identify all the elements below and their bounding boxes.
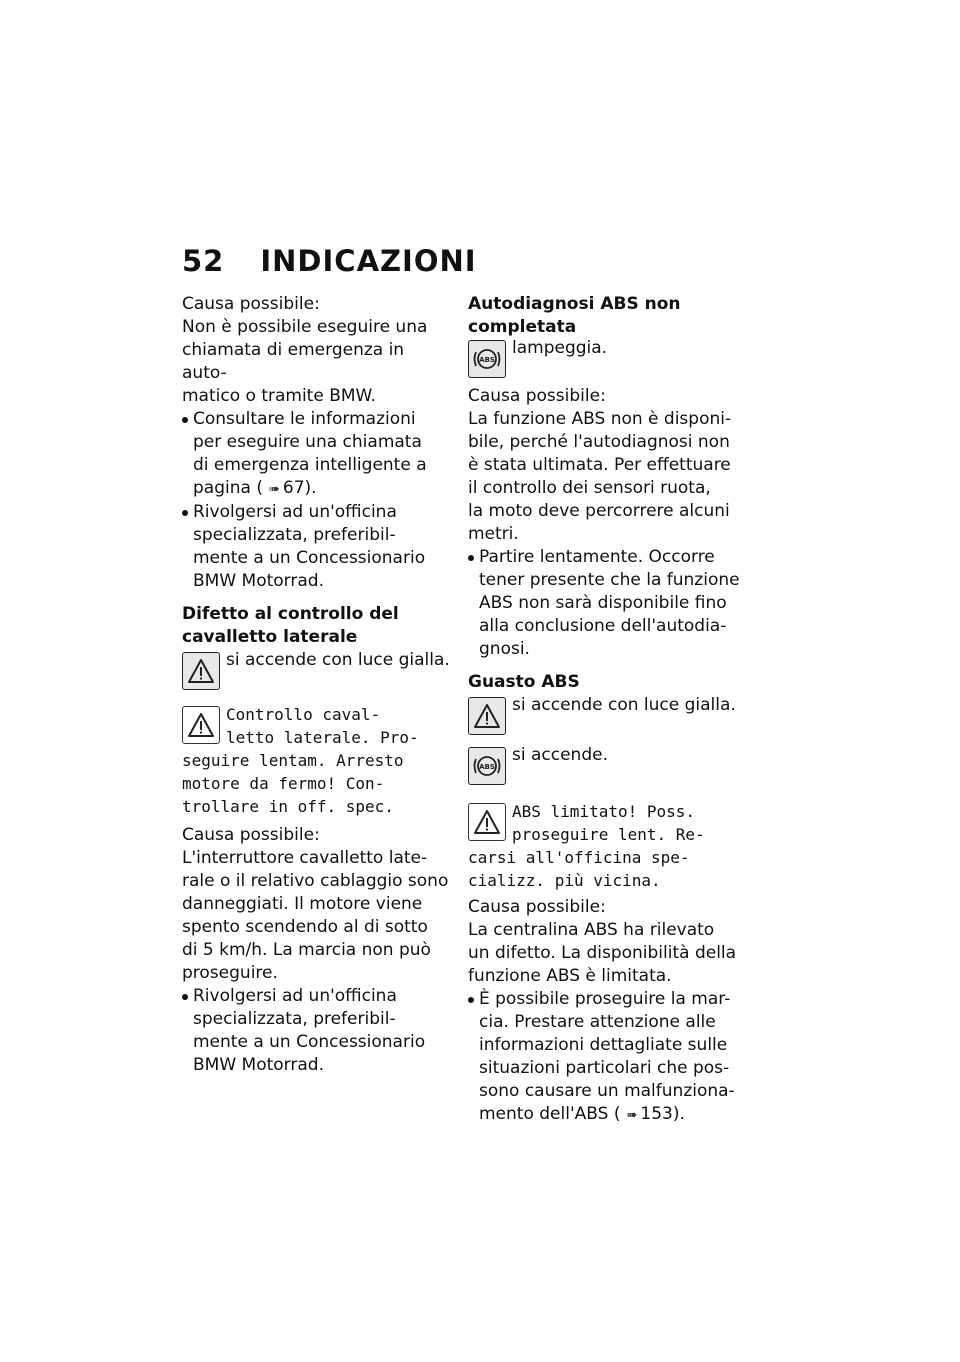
cause-line: proseguire. bbox=[182, 963, 278, 983]
arrow-right-icon: ➠ bbox=[268, 482, 280, 497]
bullet-line: ABS non sarà disponibile fino bbox=[479, 593, 727, 613]
message-line: proseguire lent. Re- bbox=[512, 825, 705, 844]
message-line: letto laterale. Pro- bbox=[226, 728, 419, 747]
bullet-line: BMW Motorrad. bbox=[193, 571, 324, 591]
cause-line: La funzione ABS non è disponi- bbox=[468, 409, 732, 429]
cause-label: Causa possibile: bbox=[182, 825, 320, 845]
cause-line: matico o tramite BMW. bbox=[182, 386, 376, 406]
message-line: trollare in off. spec. bbox=[182, 797, 394, 816]
bullet-line: situazioni particolari che pos- bbox=[479, 1058, 730, 1078]
warning-triangle-icon bbox=[182, 706, 220, 744]
bullet-item bbox=[468, 546, 740, 661]
bullet-line: cia. Prestare attenzione alle bbox=[479, 1012, 716, 1032]
bullet-dot bbox=[468, 997, 474, 1003]
bullet-line: specializzata, preferibil- bbox=[193, 1009, 396, 1029]
cause-line: è stata ultimata. Per effettuare bbox=[468, 455, 731, 475]
cause-line: rale o il relativo cablaggio sono bbox=[182, 871, 449, 891]
message-line: seguire lentam. Arresto bbox=[182, 751, 404, 770]
cause-line: spento scendendo al di sotto bbox=[182, 917, 428, 937]
bullet-dot bbox=[468, 555, 474, 561]
left-column bbox=[182, 293, 454, 1077]
bullet-line: Partire lentamente. Occorre bbox=[479, 547, 715, 567]
bullet-dot bbox=[182, 417, 188, 423]
arrow-right-icon: ➠ bbox=[626, 1108, 638, 1123]
indicator-row bbox=[468, 337, 740, 385]
display-message bbox=[468, 800, 740, 892]
warning-triangle-icon bbox=[468, 803, 506, 841]
section-heading: Difetto al controllo del bbox=[182, 604, 399, 624]
indicator-text: lampeggia. bbox=[512, 338, 608, 358]
cause-line: un difetto. La disponibilità della bbox=[468, 943, 737, 963]
cause-line: Non è possibile eseguire una bbox=[182, 317, 428, 337]
indicator-row bbox=[468, 744, 740, 794]
indicator-text: si accende. bbox=[512, 745, 608, 765]
bullet-line: alla conclusione dell'autodia- bbox=[479, 616, 727, 636]
bullet-item bbox=[468, 988, 740, 1127]
bullet-item bbox=[182, 501, 454, 593]
cause-line: L'interruttore cavalletto late- bbox=[182, 848, 428, 868]
bullet-line: È possibile proseguire la mar- bbox=[479, 989, 731, 1009]
page-header bbox=[182, 244, 477, 278]
bullet-line: Rivolgersi ad un'officina bbox=[193, 502, 397, 522]
bullet-item bbox=[182, 985, 454, 1077]
svg-text:ABS: ABS bbox=[479, 356, 495, 364]
cause-line: bile, perché l'autodiagnosi non bbox=[468, 432, 730, 452]
message-line: cializz. più vicina. bbox=[468, 871, 661, 890]
cause-line: metri. bbox=[468, 524, 519, 544]
bullet-line: Rivolgersi ad un'officina bbox=[193, 986, 397, 1006]
bullet-line: mente a un Concessionario bbox=[193, 1032, 426, 1052]
bullet-line: mente a un Concessionario bbox=[193, 548, 426, 568]
bullet-line: BMW Motorrad. bbox=[193, 1055, 324, 1075]
bullet-dot bbox=[182, 510, 188, 516]
reference-page: 153). bbox=[640, 1104, 685, 1124]
message-line: ABS limitato! Poss. bbox=[512, 802, 696, 821]
cause-line: funzione ABS è limitata. bbox=[468, 966, 672, 986]
cause-line: di 5 km/h. La marcia non può bbox=[182, 940, 431, 960]
section-heading: completata bbox=[468, 317, 577, 337]
bullet-line: sono causare un malfunziona- bbox=[479, 1081, 735, 1101]
page-title: INDICAZIONI bbox=[260, 244, 477, 278]
bullet-line: di emergenza intelligente a bbox=[193, 455, 427, 475]
bullet-line: informazioni dettagliate sulle bbox=[479, 1035, 728, 1055]
display-message bbox=[182, 703, 454, 818]
reference-prefix: pagina bbox=[193, 478, 251, 498]
indicator-row bbox=[468, 694, 740, 744]
reference-page: 67). bbox=[282, 478, 317, 498]
bullet-item bbox=[182, 408, 454, 501]
cause-line: chiamata di emergenza in auto- bbox=[182, 340, 405, 383]
indicator-text: si accende con luce gialla. bbox=[512, 695, 736, 715]
cause-label: Causa possibile: bbox=[468, 386, 606, 406]
cause-line: il controllo dei sensori ruota, bbox=[468, 478, 711, 498]
warning-triangle-icon bbox=[468, 697, 506, 735]
bullet-line: tener presente che la funzione bbox=[479, 570, 740, 590]
page-reference[interactable]: pagina ( ➠ 67). bbox=[193, 477, 454, 501]
right-column bbox=[468, 293, 740, 1127]
message-line: Controllo caval- bbox=[226, 705, 381, 724]
page-number: 52 bbox=[182, 244, 225, 278]
warning-triangle-icon bbox=[182, 652, 220, 690]
bullet-dot bbox=[182, 994, 188, 1000]
bullet-line: Consultare le informazioni bbox=[193, 409, 416, 429]
section-heading: Guasto ABS bbox=[468, 672, 580, 692]
bullet-line: gnosi. bbox=[479, 639, 530, 659]
abs-icon bbox=[468, 747, 506, 785]
indicator-row bbox=[182, 649, 454, 697]
section-heading: Autodiagnosi ABS non bbox=[468, 294, 681, 314]
reference-prefix: mento dell'ABS bbox=[479, 1104, 609, 1124]
page-reference[interactable]: mento dell'ABS ( ➠ 153). bbox=[479, 1103, 740, 1127]
cause-label: Causa possibile: bbox=[182, 294, 320, 314]
indicator-text: si accende con luce gialla. bbox=[226, 650, 450, 670]
message-line: motore da fermo! Con- bbox=[182, 774, 385, 793]
cause-line: La centralina ABS ha rilevato bbox=[468, 920, 715, 940]
section-heading: cavalletto laterale bbox=[182, 627, 358, 647]
abs-icon bbox=[468, 340, 506, 378]
bullet-line: per eseguire una chiamata bbox=[193, 432, 422, 452]
svg-text:ABS: ABS bbox=[479, 763, 495, 771]
message-line: carsi all'officina spe- bbox=[468, 848, 690, 867]
bullet-line: specializzata, preferibil- bbox=[193, 525, 396, 545]
cause-line: la moto deve percorrere alcuni bbox=[468, 501, 730, 521]
cause-label: Causa possibile: bbox=[468, 897, 606, 917]
cause-line: danneggiati. Il motore viene bbox=[182, 894, 423, 914]
